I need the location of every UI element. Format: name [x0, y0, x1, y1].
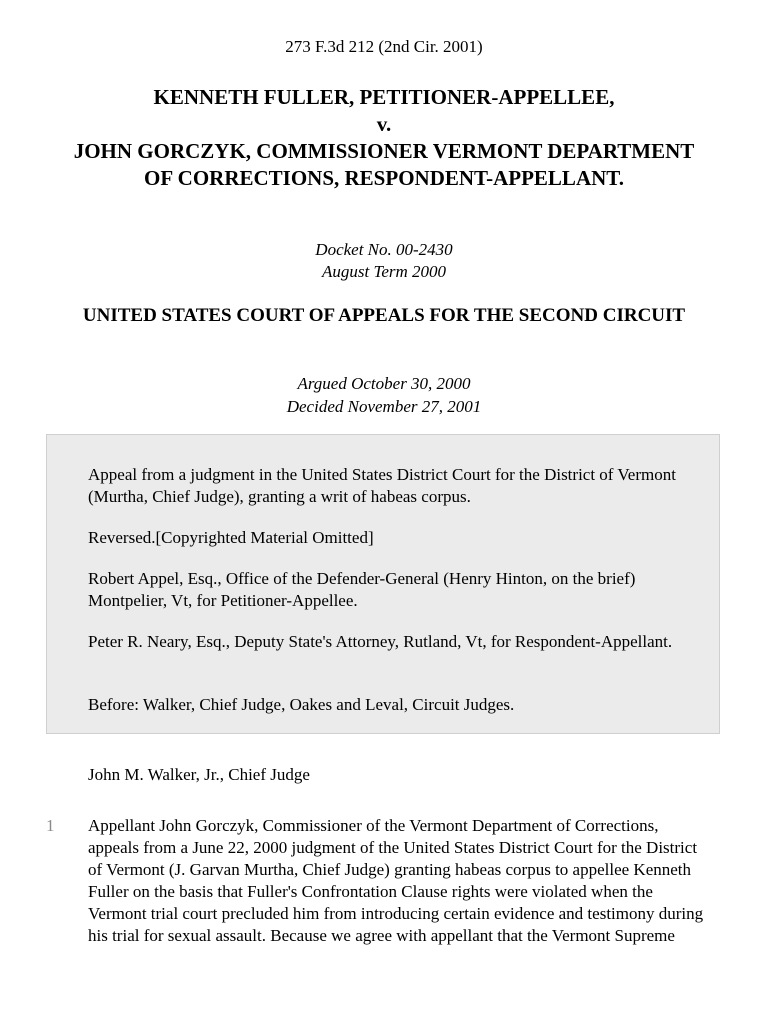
decided-date: Decided November 27, 2001: [286, 397, 482, 416]
case-citation: 273 F.3d 212 (2nd Cir. 2001): [285, 37, 483, 56]
docket-number: Docket No. 00-2430: [315, 240, 453, 259]
docket-term: August Term 2000: [321, 262, 447, 281]
syllabus-counsel-appellant: Peter R. Neary, Esq., Deputy State's Attorney, Rutland, Vt, for Respondent-Appellant.: [88, 632, 673, 651]
argued-date: Argued October 30, 2000: [297, 374, 471, 393]
syllabus-appeal: Appeal from a judgment in the United States District Court for the District of Vermont (Murtha, Chief Judge), granting a writ of habeas corpus.: [88, 465, 676, 506]
court-name: UNITED STATES COURT OF APPEALS FOR THE SECOND CIRCUIT: [82, 305, 686, 326]
title-petitioner: KENNETH FULLER, PETITIONER-APPELLEE,: [153, 85, 615, 109]
case-title: [70, 84, 698, 192]
opinion-paragraph: Appellant John Gorczyk, Commissioner of the Vermont Department of Corrections, appeals from a June 22, 2000 judgment of the United States District Court for the District of Vermont (J. Garvan Murtha, Chief Judge) granting habeas corpus to appellee Kenneth Fuller on the basis that Fuller's Confrontation Clause rights were violated when the Vermont trial court precluded him from introducing certain evidence and testimony during his trial for sexual assault. Because we agree with appellant that the Vermont Supreme: [88, 816, 704, 945]
docket-info: [0, 239, 768, 283]
opinion-author: John M. Walker, Jr., Chief Judge: [88, 765, 310, 784]
paragraph-number[interactable]: 1: [46, 816, 55, 835]
case-dates: [0, 372, 768, 418]
title-versus: v.: [376, 112, 392, 136]
title-respondent: JOHN GORCZYK, COMMISSIONER VERMONT DEPARTMENT OF CORRECTIONS, RESPONDENT-APPELLANT.: [73, 139, 695, 190]
syllabus-box: [46, 434, 720, 734]
syllabus-counsel-appellee: Robert Appel, Esq., Office of the Defender-General (Henry Hinton, on the brief) Montpelier, Vt, for Petitioner-Appellee.: [88, 569, 636, 610]
syllabus-disposition: Reversed.[Copyrighted Material Omitted]: [88, 528, 374, 547]
syllabus-panel: Before: Walker, Chief Judge, Oakes and Leval, Circuit Judges.: [88, 695, 515, 714]
